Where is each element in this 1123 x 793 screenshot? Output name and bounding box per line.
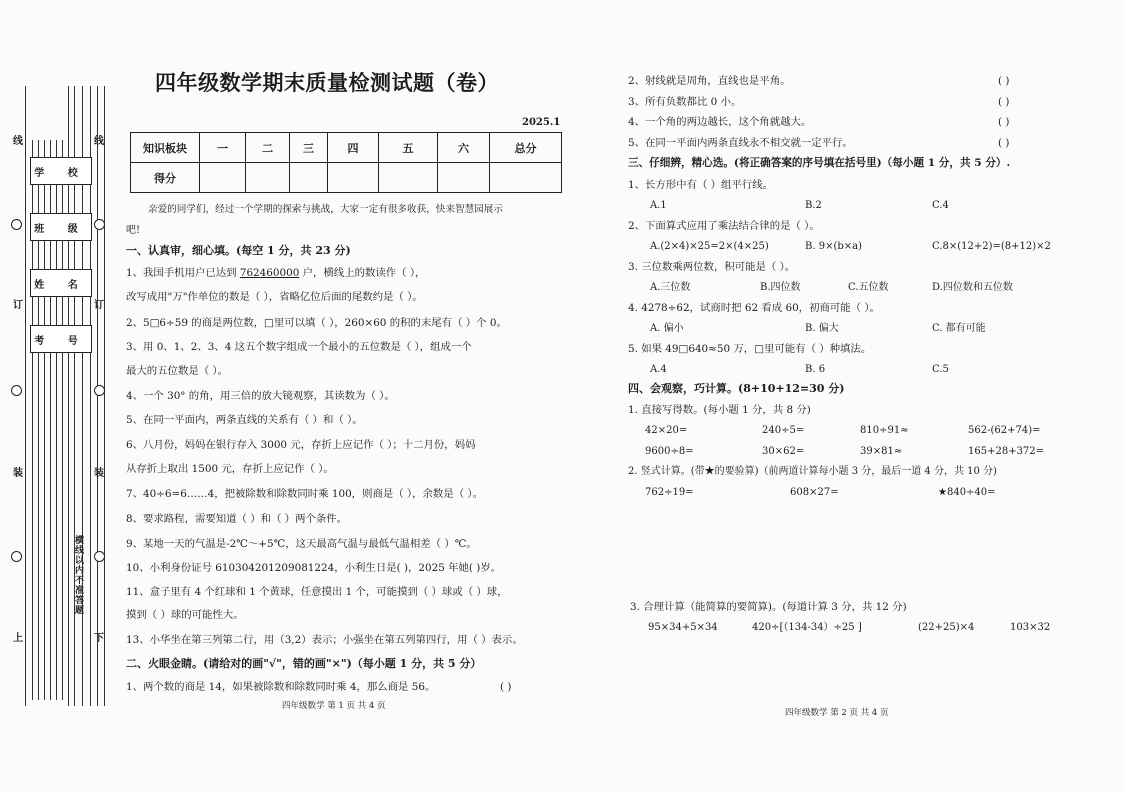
score-cell[interactable]: [379, 163, 438, 193]
option[interactable]: A.1: [650, 200, 667, 211]
class-label: 班 级: [34, 224, 88, 235]
exam-number-label: 考 号: [34, 336, 88, 347]
score-header: 三: [290, 133, 328, 163]
section4-title: 四、会观察，巧计算。(8+10+12=30 分): [628, 382, 845, 395]
question: 9、某地一天的气温是-2℃～+5℃，这天最高气温与最低气温相差（ ）℃。: [126, 538, 477, 550]
name-label: 姓 名: [34, 280, 88, 291]
question: 最大的五位数是（ ）。: [126, 365, 229, 377]
answer-paren[interactable]: ( ): [500, 681, 512, 693]
question: 6、八月份，妈妈在银行存入 3000 元，存折上应记作（ ）；十二月份，妈妈: [126, 439, 476, 451]
question: 3. 三位数乘两位数，积可能是（ ）。: [628, 261, 796, 273]
option[interactable]: B. 偏大: [805, 323, 839, 334]
school-field[interactable]: [30, 157, 92, 185]
answer-paren[interactable]: ( ): [998, 137, 1010, 149]
section1-title: 一、认真审，细心填。(每空 1 分，共 23 分): [126, 244, 351, 257]
class-field[interactable]: [30, 213, 92, 241]
score-table: [130, 132, 562, 193]
score-header: 四: [328, 133, 379, 163]
question: [126, 266, 425, 280]
question: 3、用 0、1、2、3、4 这五个数字组成一个最小的五位数是（ ），组成一个: [126, 341, 472, 353]
margin-mark: 装: [94, 468, 104, 479]
no-answer-warning: 横线以内不准答题: [73, 535, 83, 615]
binding-hole-6: [94, 551, 105, 562]
school-label: 学 校: [34, 168, 88, 179]
section3-title: 三、仔细辨，精心选。(将正确答案的序号填在括号里)（每小题 1 分，共 5 分）.: [628, 157, 1011, 169]
option[interactable]: C.5: [932, 364, 949, 375]
page-title: 四年级数学期末质量检测试题（卷）: [155, 70, 499, 95]
score-header: 二: [246, 133, 290, 163]
question: 1、两个数的商是 14，如果被除数和除数同时乘 4，那么商是 56。: [126, 681, 436, 693]
calc-item: 30×62=: [762, 446, 805, 457]
question: 改写成用"万"作单位的数是（ ），省略亿位后面的尾数约是（ ）。: [126, 291, 423, 303]
option[interactable]: C.五位数: [848, 282, 889, 293]
score-cell[interactable]: [290, 163, 328, 193]
score-row-label: 得分: [131, 163, 200, 193]
margin-mark: 装: [13, 468, 23, 479]
question: 5、在同一平面内，两条直线的关系有（ ）和（ ）。: [126, 414, 363, 426]
question: 4、一个角的两边越长，这个角就越大。: [628, 116, 812, 128]
margin-mark: 线: [94, 136, 104, 147]
option[interactable]: B. 9×(b×a): [805, 241, 862, 252]
score-cell[interactable]: [246, 163, 290, 193]
score-cell[interactable]: [328, 163, 379, 193]
question: 5、在同一平面内两条直线永不相交就一定平行。: [628, 137, 853, 149]
part-title: 2. 竖式计算。(带★的要验算)（前两道计算每小题 3 分，最后一道 4 分，共 10 分): [628, 466, 997, 477]
calc-item: 240÷5=: [762, 425, 805, 436]
score-header: 五: [379, 133, 438, 163]
calc-item: 95×34+5×34: [648, 622, 718, 633]
question: 4. 4278÷62，试商时把 62 看成 60，初商可能（ ）。: [628, 302, 880, 314]
option[interactable]: B.2: [805, 200, 822, 211]
score-header: 一: [200, 133, 246, 163]
page-footer-right: 四年级数学 第 2 页 共 4 页: [785, 708, 889, 718]
score-header: 总分: [490, 133, 562, 163]
calc-item: ★840÷40=: [938, 487, 996, 498]
score-cell[interactable]: [490, 163, 562, 193]
answer-paren[interactable]: ( ): [998, 96, 1010, 108]
intro-text: 吧!: [126, 225, 141, 236]
calc-item: 165+28+372=: [968, 446, 1045, 457]
answer-paren[interactable]: ( ): [998, 116, 1010, 128]
binding-hole-2: [11, 385, 22, 396]
option[interactable]: A.4: [650, 364, 667, 375]
score-header: 六: [438, 133, 490, 163]
calc-item: 420÷[（134-34）÷25 ]: [752, 622, 862, 633]
binding-hole-1: [11, 219, 22, 230]
calc-item: 9600÷8=: [645, 446, 694, 457]
binding-hole-4: [94, 219, 105, 230]
phone-users-number: 762460000: [239, 267, 300, 279]
question-text: 1、我国手机用户已达到: [126, 267, 240, 279]
question: 7、40÷6=6……4，把被除数和除数同时乘 100，则商是（ ），余数是（ ）。: [126, 488, 483, 500]
question: 从存折上取出 1500 元，存折上应记作（ ）。: [126, 463, 334, 475]
calc-item: 608×27=: [790, 487, 839, 498]
option[interactable]: C.8×(12+2)=(8+12)×2: [932, 241, 1051, 252]
option[interactable]: A. 偏小: [650, 323, 684, 334]
intro-text: 亲爱的同学们，经过一个学期的探索与挑战，大家一定有很多收获，快来智慧园展示: [148, 204, 503, 215]
score-cell[interactable]: [200, 163, 246, 193]
question: 3、所有负数都比 0 小。: [628, 96, 742, 108]
calc-item: (22+25)×4: [918, 622, 975, 633]
option[interactable]: A.三位数: [650, 282, 691, 293]
part-title: 3. 合理计算（能简算的要简算)。(每道计算 3 分，共 12 分): [630, 601, 907, 613]
binding-hole-5: [94, 385, 105, 396]
question: 4、一个 30° 的角，用三倍的放大镜观察，其读数为（ ）。: [126, 390, 395, 402]
option[interactable]: B. 6: [805, 364, 826, 375]
question: 5. 如果 49□640≈50 万，□里可能有（ ）种填法。: [628, 343, 872, 355]
margin-mark: 上: [13, 633, 23, 644]
question: 2、下面算式应用了乘法结合律的是（ ）。: [628, 220, 820, 232]
option[interactable]: B.四位数: [760, 282, 801, 293]
question: 摸到（ ）球的可能性大。: [126, 609, 244, 621]
question: 13、小华坐在第三列第二行，用（3,2）表示；小强坐在第五列第四行，用（ ）表示。: [126, 634, 523, 646]
margin-mark: 线: [13, 136, 23, 147]
question: 1、长方形中有（ ）组平行线。: [628, 179, 773, 191]
question: 8、要求路程，需要知道（ ）和（ ）两个条件。: [126, 513, 348, 525]
margin-mark: 订: [13, 300, 23, 311]
part-title: 1. 直接写得数。(每小题 1 分，共 8 分): [628, 404, 811, 416]
question: 11、盒子里有 4 个红球和 1 个黄球，任意摸出 1 个，可能摸到（ ）球或（ ）球，: [126, 586, 508, 598]
exam-number-field[interactable]: [30, 325, 92, 353]
calc-item: 42×20=: [645, 425, 688, 436]
question: 10、小利身份证号 610304201209081224，小利生日是( )，2025 年她( )岁。: [126, 562, 502, 574]
margin-mark: 下: [94, 633, 104, 644]
option[interactable]: C.4: [932, 200, 949, 211]
option[interactable]: C. 都有可能: [932, 323, 986, 334]
question: 2、射线就是周角，直线也是平角。: [628, 75, 791, 87]
answer-paren[interactable]: ( ): [998, 75, 1010, 87]
calc-item: 810÷91≈: [860, 425, 909, 436]
calc-item: 39×81≈: [860, 446, 903, 457]
name-field[interactable]: [30, 269, 92, 297]
calc-item: 762÷19=: [645, 487, 694, 498]
binding-hole-3: [11, 551, 22, 562]
question-text: 户，横线上的数读作（ ），: [299, 267, 426, 279]
calc-item: 562-(62+74)=: [968, 425, 1041, 436]
margin-mark: 订: [94, 300, 104, 311]
page-footer-left: 四年级数学 第 1 页 共 4 页: [282, 701, 386, 711]
score-cell[interactable]: [438, 163, 490, 193]
question: 2、5□6÷59 的商是两位数，□里可以填（ ），260×60 的积的末尾有（ ）个 0。: [126, 317, 507, 329]
section2-title: 二、火眼金睛。(请给对的画"√"，错的画"×")（每小题 1 分，共 5 分）: [126, 657, 482, 670]
option[interactable]: D.四位数和五位数: [932, 282, 1013, 293]
exam-date: 2025.1: [522, 117, 561, 128]
score-header: 知识板块: [131, 133, 200, 163]
option[interactable]: A.(2×4)×25=2×(4×25): [650, 241, 769, 252]
calc-item: 103×32: [1010, 622, 1051, 633]
